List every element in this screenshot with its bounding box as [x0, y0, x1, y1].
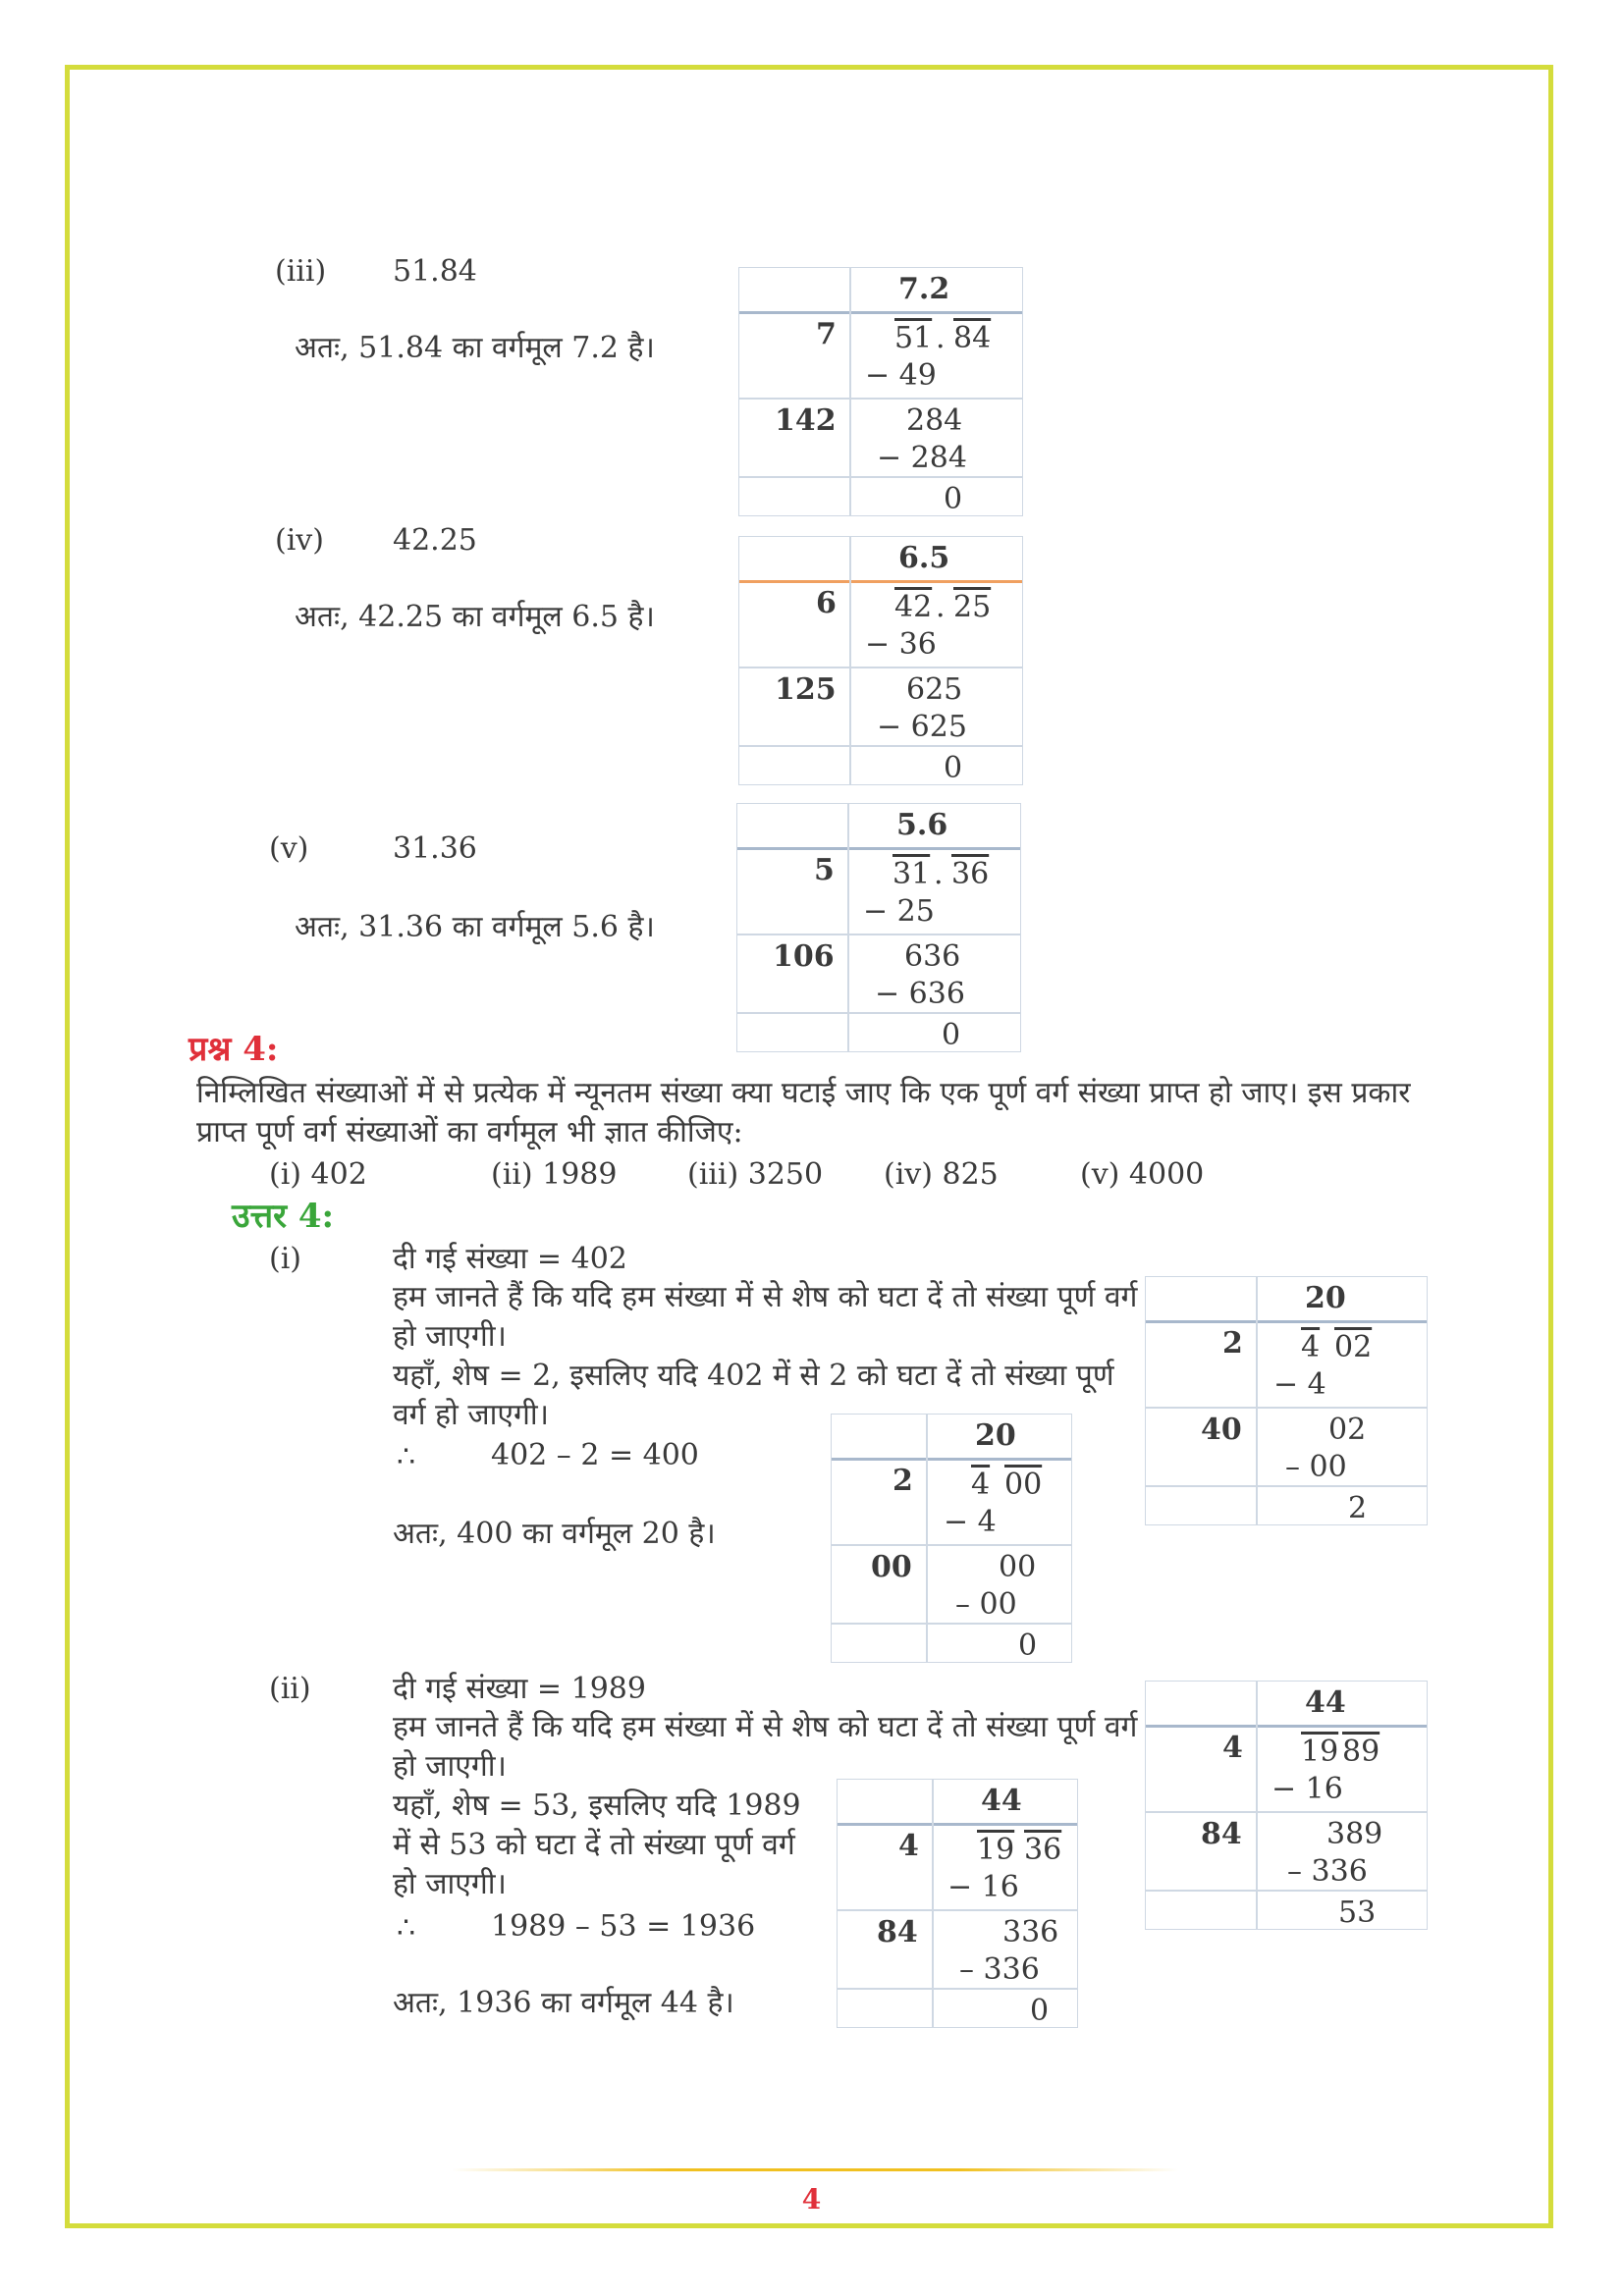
divisor-2: 40 [1201, 1413, 1242, 1447]
therefore-symbol: ∴ [397, 1911, 416, 1946]
question-4-text: निम्लिखित संख्याओं में से प्रत्येक में न्यूनतम संख्या क्या घटाई जाए कि एक पूर्ण वर्ग संख्या प्राप्त हो जाए। इस प्रकार प्राप्त पूर्ण वर्ग संख्याओं का वर्गमूल भी ज्ञात कीजिए: [196, 1076, 1411, 1149]
dividend-pair-1: 19 [977, 1833, 1015, 1867]
answer-4-heading: उत्तर 4: [232, 1197, 335, 1236]
subtract-2: − 625 [877, 710, 967, 744]
division-iii [738, 267, 1023, 516]
division-ii-remainder [1145, 1681, 1428, 1930]
remainder-line: 00 [999, 1550, 1037, 1584]
subtract-1: − 4 [944, 1505, 997, 1539]
dividend-pair-1: 4 [1301, 1330, 1321, 1364]
subtract-1: − 36 [865, 627, 937, 662]
answer-ii-calc: 1989 – 53 = 1936 [491, 1909, 756, 1944]
divisor-2: 84 [877, 1915, 918, 1949]
dividend-pair-2: 36 [951, 857, 990, 891]
subtract-2: – 00 [1285, 1450, 1347, 1484]
division-iv [738, 536, 1023, 785]
therefore-symbol: ∴ [397, 1440, 416, 1474]
subtract-2: – 336 [1287, 1854, 1368, 1889]
divisor-2: 00 [871, 1550, 912, 1584]
quotient: 6.5 [898, 541, 950, 575]
q4-option-i: (i) 402 [269, 1157, 367, 1192]
answer-ii-para-2: यहाँ, शेष = 53, इसलिए यदि 1989 में से 53 को घटा दें तो संख्या पूर्ण वर्ग हो जाएगी। [393, 1789, 801, 1901]
q4-option-iii: (iii) 3250 [687, 1157, 824, 1192]
footer-divider [452, 2168, 1178, 2171]
subtract-2: – 00 [955, 1587, 1017, 1622]
remainder-line: 636 [904, 939, 961, 974]
item-iv-label: (iv) [275, 523, 324, 558]
dividend-pair-2: 25 [953, 590, 992, 624]
dividend-pair-2: 84 [953, 321, 992, 355]
divisor-1: 6 [816, 586, 837, 620]
divisor-1: 4 [1222, 1731, 1243, 1765]
dividend-pair-1: 4 [971, 1468, 991, 1502]
question-4-heading: प्रश्न 4: [189, 1030, 279, 1069]
subtract-1: − 16 [947, 1870, 1019, 1904]
division-v [736, 803, 1021, 1052]
dividend-pair-1: 42 [894, 590, 933, 624]
decimal-point: . [934, 857, 944, 891]
answer-i-conclusion: अतः, 400 का वर्गमूल 20 है। [393, 1517, 716, 1551]
item-iii-label: (iii) [275, 254, 327, 289]
item-v-value: 31.36 [393, 831, 477, 866]
divisor-2: 142 [775, 403, 837, 438]
divisor-1: 7 [816, 317, 837, 351]
item-iv-value: 42.25 [393, 523, 477, 558]
dividend-pair-1: 31 [893, 857, 931, 891]
page-number: 4 [801, 2183, 822, 2216]
q4-option-v: (v) 4000 [1080, 1157, 1205, 1192]
answer-ii-label: (ii) [269, 1672, 311, 1706]
answer-ii-given: दी गई संख्या = 1989 [393, 1672, 646, 1706]
division-i-remainder [1145, 1276, 1428, 1525]
divisor-1: 4 [898, 1829, 919, 1863]
remainder-line: 284 [906, 403, 963, 438]
quotient: 44 [981, 1784, 1022, 1818]
subtract-1: − 4 [1273, 1367, 1326, 1402]
remainder: 0 [942, 1018, 961, 1052]
quotient: 7.2 [898, 272, 950, 306]
divisor-2: 106 [773, 939, 835, 974]
remainder-line: 02 [1328, 1413, 1367, 1447]
q4-option-iv: (iv) 825 [884, 1157, 999, 1192]
item-v-answer: अतः, 31.36 का वर्गमूल 5.6 है। [295, 910, 655, 944]
dividend-pair-2: 00 [1004, 1468, 1043, 1502]
q4-option-ii: (ii) 1989 [491, 1157, 618, 1192]
item-iii-answer: अतः, 51.84 का वर्गमूल 7.2 है। [295, 331, 655, 365]
remainder: 0 [1030, 1994, 1050, 2028]
answer-ii-para-1: हम जानते हैं कि यदि हम संख्या में से शेष को घटा दें तो संख्या पूर्ण वर्ग हो जाएगी। [393, 1710, 1138, 1784]
divisor-1: 5 [814, 853, 835, 887]
remainder: 0 [944, 482, 963, 516]
decimal-point: . [936, 321, 946, 355]
quotient: 20 [1305, 1281, 1346, 1315]
divisor-2: 125 [775, 672, 837, 707]
remainder-line: 389 [1326, 1817, 1383, 1851]
dividend-pair-2: 89 [1342, 1735, 1380, 1769]
item-iii-value: 51.84 [393, 254, 477, 289]
answer-i-calc: 402 – 2 = 400 [491, 1438, 699, 1472]
answer-i-label: (i) [269, 1242, 302, 1276]
subtract-1: − 49 [865, 358, 937, 393]
decimal-point: . [936, 590, 946, 624]
division-ii-exact [837, 1779, 1078, 2028]
answer-i-para-1: हम जानते हैं कि यदि हम संख्या में से शेष को घटा दें तो संख्या पूर्ण वर्ग हो जाएगी। [393, 1280, 1138, 1354]
remainder-line: 336 [1002, 1915, 1059, 1949]
dividend-pair-2: 36 [1024, 1833, 1062, 1867]
subtract-2: − 284 [877, 441, 967, 475]
answer-i-para-2: यहाँ, शेष = 2, इसलिए यदि 402 में से 2 को घटा दें तो संख्या पूर्ण वर्ग हो जाएगी। [393, 1359, 1114, 1432]
divisor-2: 84 [1201, 1817, 1242, 1851]
item-v-label: (v) [269, 831, 309, 866]
divisor-1: 2 [893, 1464, 913, 1498]
remainder: 53 [1338, 1896, 1377, 1930]
divisor-1: 2 [1222, 1326, 1243, 1361]
remainder: 0 [944, 751, 963, 785]
remainder: 2 [1348, 1491, 1368, 1525]
subtract-1: − 16 [1271, 1772, 1343, 1806]
remainder-line: 625 [906, 672, 963, 707]
item-iv-answer: अतः, 42.25 का वर्गमूल 6.5 है। [295, 600, 655, 634]
quotient: 44 [1305, 1685, 1346, 1720]
dividend-pair-2: 02 [1334, 1330, 1373, 1364]
dividend-pair-1: 51 [894, 321, 933, 355]
quotient: 5.6 [896, 808, 948, 842]
answer-ii-conclusion: अतः, 1936 का वर्गमूल 44 है। [393, 1986, 734, 2020]
division-i-exact [831, 1414, 1072, 1663]
answer-i-given: दी गई संख्या = 402 [393, 1242, 627, 1276]
subtract-2: − 636 [875, 977, 965, 1011]
dividend-pair-1: 19 [1301, 1735, 1339, 1769]
subtract-1: − 25 [863, 894, 935, 929]
remainder: 0 [1018, 1629, 1038, 1663]
quotient: 20 [975, 1418, 1016, 1453]
subtract-2: – 336 [959, 1952, 1040, 1987]
